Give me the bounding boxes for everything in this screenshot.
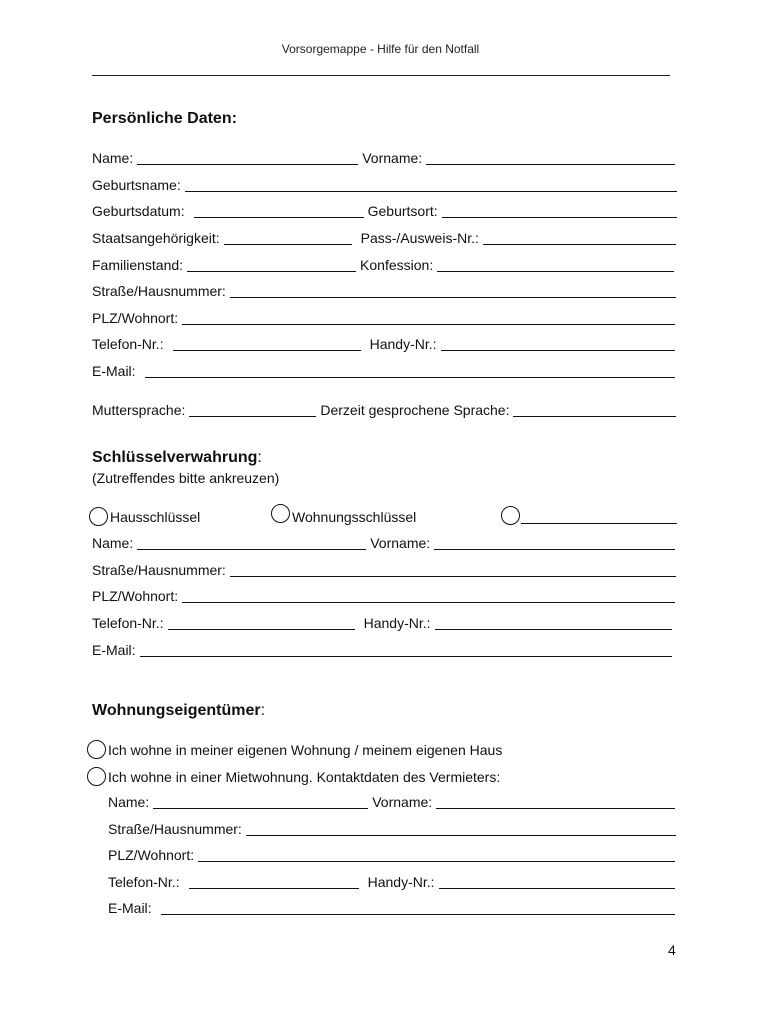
konfession-field[interactable] [437,271,674,272]
personal-name-row [92,150,675,168]
personal-sprache-row [92,402,676,420]
geburtsname-label: Geburtsname: [92,177,181,193]
familienstand-field[interactable] [187,271,356,272]
strasse-field[interactable] [230,297,676,298]
pass-field[interactable] [483,244,676,245]
plz-field[interactable] [182,324,675,325]
name-field[interactable] [137,164,358,165]
vorname-label: Vorname: [362,150,423,166]
staatsangehoerigkeit-field[interactable] [224,244,352,245]
section-heading-owner [92,702,265,720]
geburtsdatum-field[interactable] [194,217,364,218]
owner-strasse-field[interactable] [246,835,676,836]
geburtsort-field[interactable] [442,217,677,218]
option-hausschluessel-label: Hausschlüssel [110,509,201,525]
telefon-label: Telefon-Nr.: [92,336,164,352]
email-label: E-Mail: [92,363,136,379]
radio-hausschluessel[interactable] [89,507,108,526]
keys-email-row [92,642,672,660]
owner-strasse-label: Straße/Hausnummer: [108,821,242,837]
keys-strasse-field[interactable] [230,576,676,577]
owner-plz-field[interactable] [198,861,675,862]
option-own-home-label: Ich wohne in meiner eigenen Wohnung / meinem eigenen Haus [108,742,503,758]
page-header-title: Vorsorgemappe - Hilfe für den Notfall [281,42,480,56]
section-heading-keys [92,449,262,467]
keys-handy-label: Handy-Nr.: [363,615,431,631]
owner-name-label: Name: [108,794,150,810]
keys-vorname-field[interactable] [434,549,675,550]
owner-strasse-row [108,821,676,839]
personal-plz-row [92,310,675,328]
owner-name-field[interactable] [153,808,368,809]
owner-handy-field[interactable] [439,888,675,889]
plz-label: PLZ/Wohnort: [92,310,179,326]
keys-email-label: E-Mail: [92,642,136,658]
header-divider [92,75,670,76]
muttersprache-label: Muttersprache: [92,402,186,418]
keys-heading-colon: : [257,449,262,466]
owner-telefon-row [108,874,675,892]
telefon-field[interactable] [173,350,361,351]
keys-name-label: Name: [92,535,134,551]
keys-strasse-row [92,562,676,580]
keys-email-field[interactable] [140,656,672,657]
owner-email-label: E-Mail: [108,900,152,916]
radio-wohnungsschluessel[interactable] [271,504,290,523]
keys-telefon-row [92,615,672,633]
personal-geburtsname-row [92,177,677,195]
keys-plz-field[interactable] [182,602,675,603]
konfession-label: Konfession: [360,257,434,273]
option-rental-label: Ich wohne in einer Mietwohnung. Kontaktdaten des Vermieters: [108,769,501,785]
keys-strasse-label: Straße/Hausnummer: [92,562,226,578]
radio-own-home[interactable] [87,740,106,759]
email-field[interactable] [145,377,675,378]
handy-field[interactable] [441,350,675,351]
geburtsname-field[interactable] [185,191,677,192]
personal-telefon-row [92,336,675,354]
owner-plz-label: PLZ/Wohnort: [108,847,195,863]
keys-plz-label: PLZ/Wohnort: [92,588,179,604]
strasse-label: Straße/Hausnummer: [92,283,226,299]
option-wohnungsschluessel-label: Wohnungsschlüssel [292,509,417,525]
owner-vorname-label: Vorname: [372,794,433,810]
name-label: Name: [92,150,134,166]
keys-name-field[interactable] [137,549,366,550]
owner-email-row [108,900,675,918]
familienstand-label: Familienstand: [92,257,184,273]
muttersprache-field[interactable] [189,416,316,417]
owner-telefon-label: Telefon-Nr.: [108,874,180,890]
owner-heading-colon: : [260,702,266,719]
owner-telefon-field[interactable] [189,888,359,889]
keys-telefon-field[interactable] [168,629,355,630]
geburtsdatum-label: Geburtsdatum: [92,203,185,219]
pass-label: Pass-/Ausweis-Nr.: [360,230,479,246]
keys-handy-field[interactable] [435,629,672,630]
section-heading-personal: Persönliche Daten: [92,110,237,127]
vorname-field[interactable] [426,164,675,165]
personal-email-row [92,363,675,381]
owner-handy-label: Handy-Nr.: [367,874,435,890]
personal-strasse-row [92,283,676,301]
other-key-field[interactable] [521,523,677,524]
owner-plz-row [108,847,675,865]
keys-vorname-label: Vorname: [370,535,431,551]
keys-name-row [92,535,675,553]
keys-heading-text: Schlüsselverwahrung [92,449,258,466]
personal-staat-row [92,230,676,248]
keys-instruction-note: (Zutreffendes bitte ankreuzen) [92,470,280,486]
staatsangehoerigkeit-label: Staatsangehörigkeit: [92,230,220,246]
geburtsort-label: Geburtsort: [367,203,438,219]
page-number: 4 [668,942,676,958]
personal-geburtsdatum-row [92,203,677,221]
keys-telefon-label: Telefon-Nr.: [92,615,164,631]
owner-name-row [108,794,675,812]
keys-plz-row [92,588,675,606]
sprache-label: Derzeit gesprochene Sprache: [320,402,510,418]
owner-email-field[interactable] [161,914,675,915]
owner-vorname-field[interactable] [436,808,675,809]
radio-other-key[interactable] [501,506,520,525]
personal-familienstand-row [92,257,674,275]
owner-heading-text: Wohnungseigentümer [92,702,261,719]
radio-rental[interactable] [87,767,106,786]
sprache-field[interactable] [513,416,676,417]
handy-label: Handy-Nr.: [369,336,437,352]
